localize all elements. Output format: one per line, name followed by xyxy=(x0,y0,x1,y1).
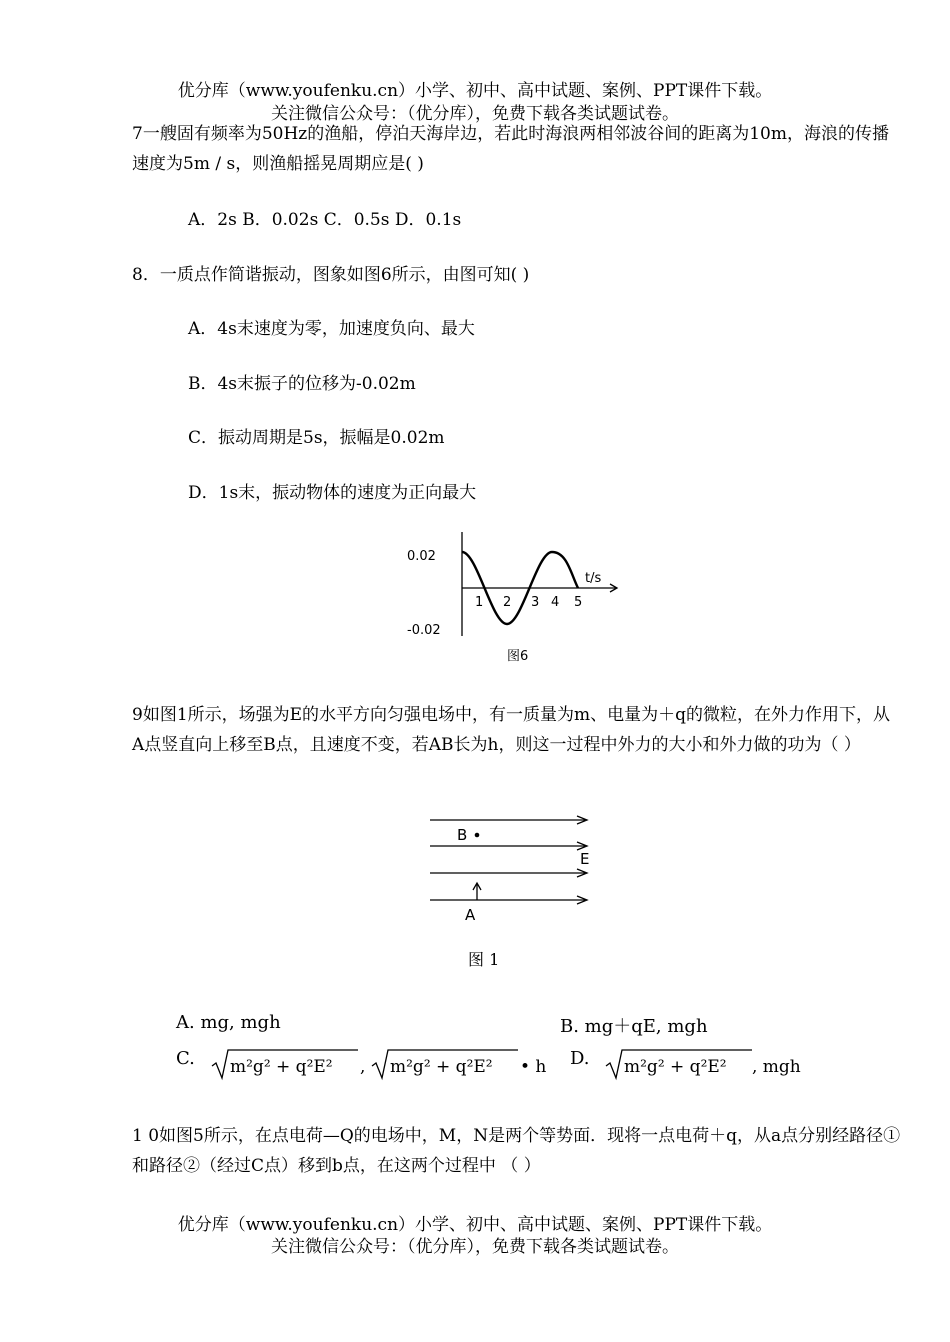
figure-6-y-bottom-label: -0.02 xyxy=(407,623,441,638)
figure-6-tick-5: 5 xyxy=(574,595,583,610)
figure-1-electric-field xyxy=(420,808,610,978)
question-9-option-b: B. mg＋qE, mgh xyxy=(560,1016,708,1037)
sqrt-expr-1: m²g² + q²E² xyxy=(230,1057,333,1077)
header-line-1: 优分库（www.youfenku.cn）小学、初中、高中试题、案例、PPT课件下载。 xyxy=(177,81,773,101)
field-e-label: E xyxy=(580,850,590,868)
question-8-option-b: B．4s末振子的位移为-0.02m xyxy=(188,374,416,394)
option-d-label: D. xyxy=(570,1048,590,1069)
question-10-text: 1 0如图5所示，在点电荷—Q的电场中，M，N是两个等势面．现将一点电荷＋q，从a点分别经路径①和路径②（经过C点）移到b点，在这两个过程中 （ ） xyxy=(132,1126,901,1176)
question-7-options: A．2s B．0.02s C．0.5s D．0.1s xyxy=(188,210,462,230)
question-8-option-d: D．1s末，振动物体的速度为正向最大 xyxy=(188,483,477,503)
question-9-option-d xyxy=(570,1048,590,1069)
option-c-label: C. xyxy=(176,1048,195,1069)
figure-6-oscillation-graph xyxy=(405,530,635,670)
question-9-option-c xyxy=(176,1048,195,1069)
footer-line-2: 关注微信公众号：（优分库），免费下载各类试题试卷。 xyxy=(271,1237,679,1257)
question-8-option-c: C．振动周期是5s，振幅是0.02m xyxy=(188,428,445,448)
figure-6-tick-4: 4 xyxy=(551,595,560,610)
header-line-2: 关注微信公众号：（优分库），免费下载各类试题试卷。 xyxy=(271,104,679,124)
option-c-separator: , xyxy=(360,1057,366,1077)
question-9-text: 9如图1所示，场强为E的水平方向匀强电场中，有一质量为m、电量为＋q的微粒，在外力作用下，从A点竖直向上移至B点，且速度不变，若AB长为h，则这一过程中外力的大小和外力做的功为（ ） xyxy=(132,705,891,755)
question-8-stem: 8．一质点作简谐振动，图象如图6所示，由图可知( ) xyxy=(132,265,530,285)
figure-1-caption: 图 1 xyxy=(468,950,500,969)
figure-6-tick-2: 2 xyxy=(503,595,512,610)
point-b-label: B xyxy=(457,826,468,844)
option-c-suffix: • h xyxy=(520,1057,547,1077)
figure-6-tick-1: 1 xyxy=(475,595,484,610)
figure-6-axis-label: t/s xyxy=(585,571,602,586)
point-a-label: A xyxy=(465,906,476,924)
question-9-option-a: A. mg, mgh xyxy=(176,1012,281,1033)
sqrt-expr-3: m²g² + q²E² xyxy=(624,1057,727,1077)
question-9-option-c-formula xyxy=(210,1046,547,1082)
question-7-text: 7一艘固有频率为50Hz的渔船，停泊天海岸边，若此时海浪两相邻波谷间的距离为10m，海浪的传播速度为5m / s，则渔船摇晃周期应是( ) xyxy=(132,124,889,174)
option-d-suffix: , mgh xyxy=(752,1057,801,1077)
sqrt-expr-2: m²g² + q²E² xyxy=(390,1057,493,1077)
figure-6-tick-3: 3 xyxy=(531,595,540,610)
footer-line-1: 优分库（www.youfenku.cn）小学、初中、高中试题、案例、PPT课件下载。 xyxy=(177,1215,773,1235)
question-8-option-a: A．4s末速度为零，加速度负向、最大 xyxy=(188,319,475,339)
question-9-option-d-formula xyxy=(604,1046,814,1082)
figure-6-caption: 图6 xyxy=(507,649,529,664)
figure-6-y-top-label: 0.02 xyxy=(407,549,436,564)
point-b-dot xyxy=(475,833,480,838)
